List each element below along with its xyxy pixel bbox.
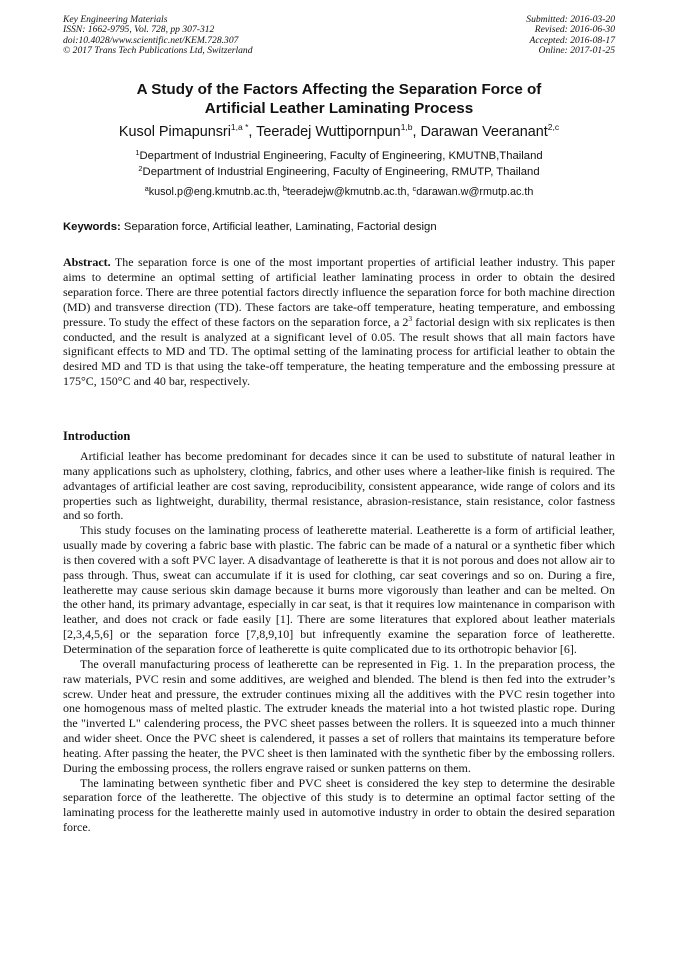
abstract-exponent: 3	[408, 313, 413, 323]
date-accepted: Accepted: 2016-08-17	[529, 34, 615, 46]
keywords-text: Separation force, Artificial leather, Laminating, Factorial design	[123, 221, 437, 233]
email-link[interactable]: kusol.p@eng.kmutnb.ac.th	[148, 186, 277, 198]
affiliation-sup: 2	[138, 163, 143, 173]
email-link[interactable]: teeradejw@kmutnb.ac.th	[286, 186, 407, 198]
author-name: Kusol Pimapunsri	[118, 124, 231, 140]
journal-header-left	[63, 15, 253, 57]
affiliation-text: Department of Industrial Engineering, Faculty of Engineering, KMUTNB,Thailand	[139, 150, 543, 162]
title-line-2: Artificial Leather Laminating Process	[204, 100, 474, 117]
keywords	[63, 220, 615, 234]
date-online: Online: 2017-01-25	[538, 45, 615, 57]
abstract-text-1: The separation force is one of the most important properties of artificial leather industry. This paper aims to determine an optimal setting of artificial leather laminating process in order to obtain the desired separation force. There are three potential factors directly influence the separation force for both machine direction (MD) and transverse direction (TD). These factors are take-off temperature, heating temperature, and embossing pressure. To study the effect of these factors on the separation force, a 2	[63, 255, 615, 329]
email-sup: a	[144, 184, 149, 193]
introduction-body	[63, 449, 615, 835]
email-sup: b	[282, 184, 287, 193]
affiliation-list	[40, 149, 638, 180]
intro-paragraph: The overall manufacturing process of leatherette can be represented in Fig. 1. In the preparation process, the raw materials, PVC resin and some additives, are weighed and blended. The blend is then fed into the extruder’s screw. Under heat and pressure, the extruder continues mixing all the additives with the PVC resin together into one homogenous mass of melted plastic. The extruder kneads the material into a hot twisted plastic rope. During the "inverted L" calendering process, the PVC sheet passes between the rollers. It is squeezed into a much thinner and wider sheet. Once the PVC sheet is calendered, it passes a set of rollers that maintains its temperature before heating. After passing the heater, the PVC sheet is then laminated with the synthetic fiber by the embossing rollers. During the embossing process, the rollers engrave raised or sunken patterns on them.	[63, 656, 615, 775]
author-list: Kusol Pimapunsri$^{1,a *}$, Teeradej Wuttipornpun$^{1,b}$, Darawan Veeranant$^{2,c}$	[118, 122, 560, 140]
title-line-1: A Study of the Factors Affecting the Separation Force of	[136, 81, 542, 98]
affiliation	[40, 149, 638, 165]
author-name: Teeradej Wuttipornpun	[256, 124, 401, 140]
abstract-text-2: factorial design with six replicates is then conducted, and the result is analyzed at a significant level of 0.05. The result shows that all main factors have significant effects to MD and TD. The optimal setting of the laminating process for artificial leather to obtain the desired MD and TD is that using the take-off temperature, the heating temperature and the embossing pressure at 175°C, 150°C and 40 bar, respectively.	[63, 314, 615, 389]
email-link[interactable]: darawan.w@rmutp.ac.th	[416, 186, 534, 198]
intro-paragraph: Artificial leather has become predominant for decades since it can be used to substitute of natural leather in many applications such as upholstery, clothing, fabrics, and other uses where a leather-like finish is required. The advantages of artificial leather are cost saving, reproducibility, consistent appearance, wide range of colors and its properties such as lightweight, durability, thermal resistance, abrasion-resistance, stain resistance, color fastness and so forth.	[63, 449, 615, 523]
author-sup: 1,a *	[230, 122, 249, 132]
keywords-label: Keywords:	[63, 221, 121, 233]
journal-name: Key Engineering Materials	[63, 14, 168, 25]
email-list: $^a$kusol.p@eng.kmutnb.ac.th, $^b$teeradejw@kmutnb.ac.th, $^c$darawan.w@rmutp.ac.th	[144, 184, 534, 198]
journal-issn: ISSN: 1662-9795, Vol. 728, pp 307-312	[63, 24, 215, 36]
author-sup: 1,b	[400, 122, 413, 132]
affiliation	[40, 165, 638, 181]
date-submitted: Submitted: 2016-03-20	[526, 14, 615, 25]
journal-copyright: © 2017 Trans Tech Publications Ltd, Switzerland	[63, 45, 253, 57]
email-sup: c	[412, 184, 417, 193]
intro-paragraph: This study focuses on the laminating process of leatherette material. Leatherette is a form of artificial leather, usually made by covering a fabric base with plastic. The fabric can be made of a natural or a synthetic fiber which is then covered with a soft PVC layer. A disadvantage of leatherette is that it is not porous and does not allow air to pass through. Thus, sweat can accumulate if it is used for clothing, car seat coverings and so on. During a fire, leatherette may cause serious skin damage because it burns more vigorously than leather and can be melted. On the other hand, its primary advantage, especially in car seat, is that it requires low maintenance in comparison with leather, and does not crack or fade easily [1]. There are some literatures that explored about leather materials [2,3,4,5,6] or the separation force [7,8,9,10] but infrequently examine the separation force of leatherette. Determination of the separation force of leatherette is quite complicated due to its orthotropic behavior [6].	[63, 523, 615, 656]
affiliation-text: Department of Industrial Engineering, Faculty of Engineering, RMUTP, Thailand	[142, 165, 540, 178]
author-sup: 2,c	[547, 122, 560, 132]
journal-doi: doi:10.4028/www.scientific.net/KEM.728.307	[63, 34, 239, 46]
abstract-label: Abstract.	[63, 255, 111, 269]
affiliation-sup: 1	[135, 148, 140, 157]
date-revised: Revised: 2016-06-30	[534, 24, 615, 36]
section-heading-introduction: Introduction	[63, 429, 131, 443]
paper-title	[60, 80, 618, 118]
journal-header-right	[526, 15, 615, 57]
intro-paragraph: The laminating between synthetic fiber and PVC sheet is considered the key step to determine the desirable separation force of the leatherette. The objective of this study is to determine an optimal factor setting of the laminating process for the leatherette mainly used in automotive industry in order to obtain the desired separation force.	[63, 775, 615, 835]
abstract	[63, 255, 615, 389]
author-name: Darawan Veeranant	[420, 124, 548, 140]
